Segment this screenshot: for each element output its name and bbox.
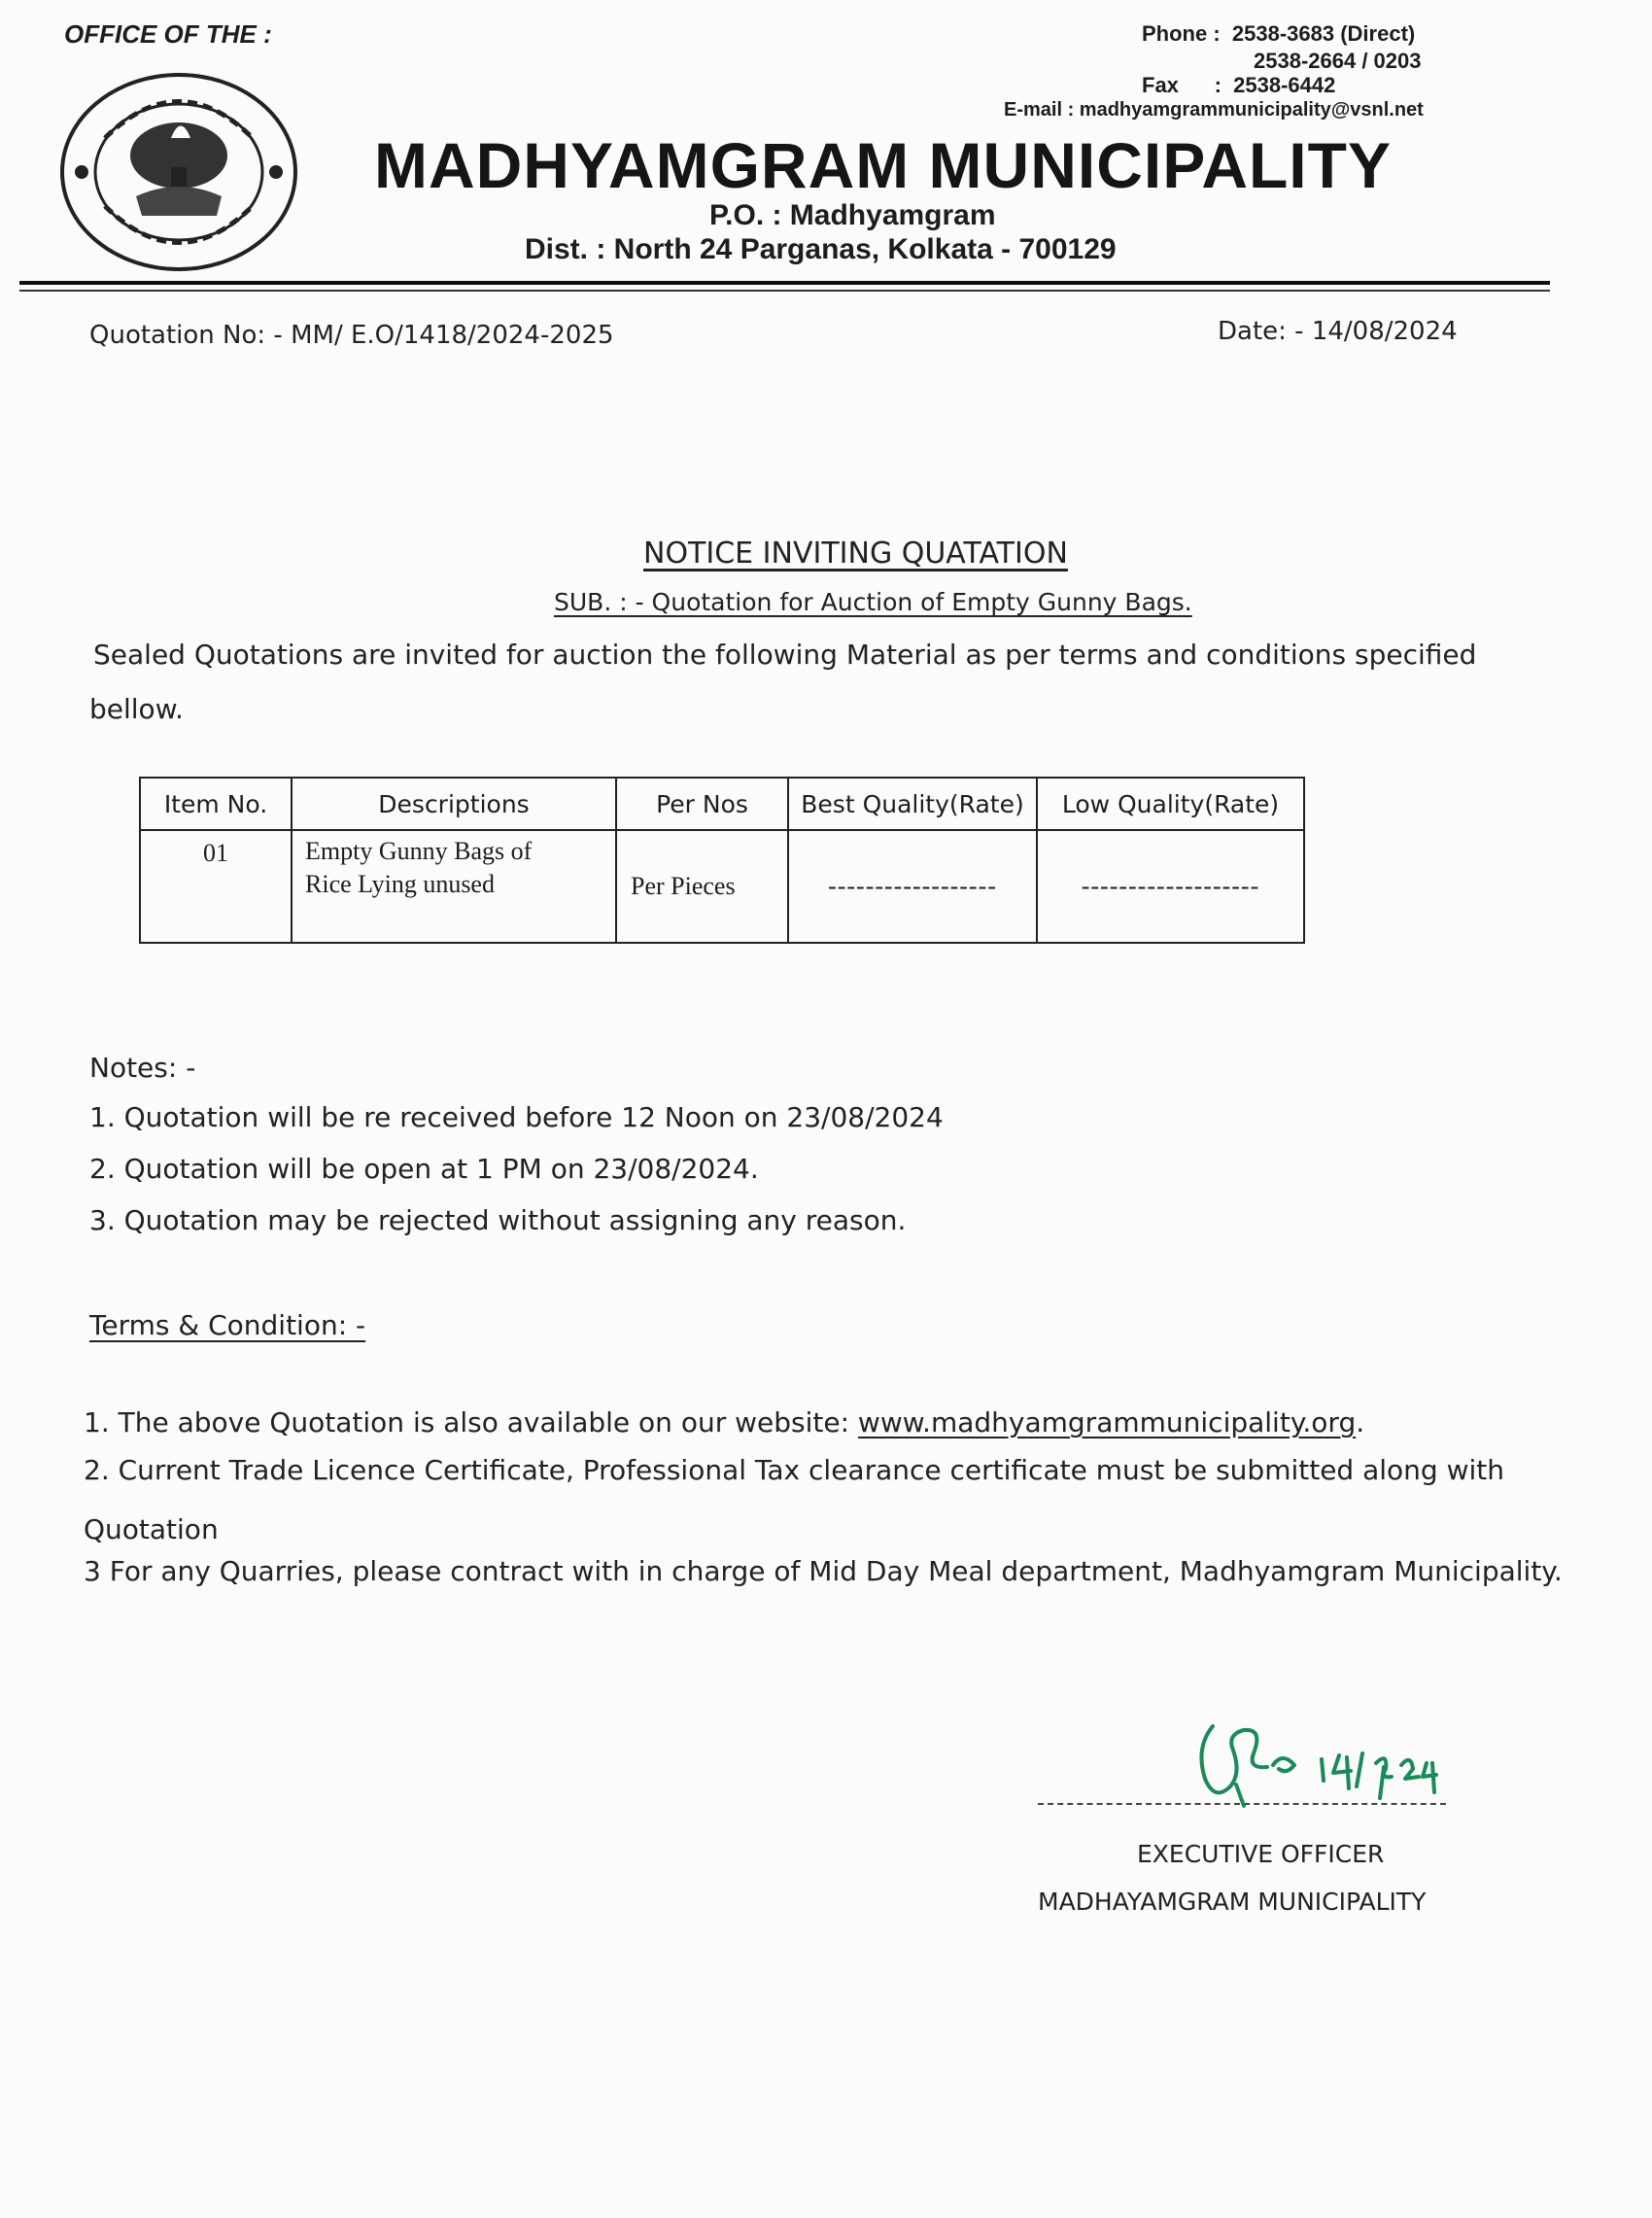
term-1-suffix: . — [1356, 1406, 1365, 1438]
description-line-2: Rice Lying unused — [305, 870, 495, 898]
handwritten-signature — [1186, 1709, 1477, 1816]
office-label: OFFICE OF THE : — [64, 19, 272, 49]
cell-low-rate: ------------------- — [1037, 830, 1304, 943]
term-item-3: 3 For any Quarries, please contract with in charge of Mid Day Meal department, Madhyamgram Municipality. — [84, 1555, 1563, 1587]
quotation-number: Quotation No: - MM/ E.O/1418/2024-2025 — [89, 321, 614, 350]
term-item-2-line-2: Quotation — [84, 1513, 219, 1545]
email-line: E-mail : madhyamgrammunicipality@vsnl.net — [1004, 99, 1424, 121]
term-item-1 — [84, 1406, 1364, 1438]
note-item: 1. Quotation will be re received before 12 Noon on 23/08/2024 — [89, 1101, 944, 1133]
col-header-low-quality: Low Quality(Rate) — [1037, 778, 1304, 830]
notice-date: Date: - 14/08/2024 — [1218, 317, 1458, 346]
table-header-row — [140, 778, 1304, 830]
signatory-title: EXECUTIVE OFFICER — [1137, 1840, 1385, 1868]
municipality-name: MADHYAMGRAM MUNICIPALITY — [374, 129, 1392, 201]
col-header-per-nos: Per Nos — [616, 778, 788, 830]
district-address: Dist. : North 24 Parganas, Kolkata - 700129 — [525, 233, 1117, 265]
col-header-item-no: Item No. — [140, 778, 292, 830]
notice-title: NOTICE INVITING QUATATION — [643, 537, 1068, 571]
col-header-descriptions: Descriptions — [292, 778, 616, 830]
municipality-seal-icon — [56, 70, 301, 274]
note-item: 2. Quotation will be open at 1 PM on 23/08/2024. — [89, 1153, 759, 1185]
terms-heading: Terms & Condition: - — [89, 1309, 366, 1341]
phone-line-2: 2538-2664 / 0203 — [1254, 49, 1422, 73]
term-1-text: 1. The above Quotation is also available on our website: — [84, 1406, 858, 1438]
cell-best-rate: ------------------ — [788, 830, 1037, 943]
intro-line-2: bellow. — [89, 693, 184, 725]
description-line-1: Empty Gunny Bags of — [305, 837, 533, 865]
header-rule-thin — [19, 290, 1550, 292]
website-link[interactable]: www.madhyamgrammunicipality.org — [857, 1406, 1357, 1438]
intro-line-1: Sealed Quotations are invited for auction the following Material as per terms and conditions specified — [93, 639, 1477, 671]
items-table — [139, 777, 1305, 944]
col-header-best-quality: Best Quality(Rate) — [788, 778, 1037, 830]
header-rule-thick — [19, 281, 1550, 285]
fax-line: Fax : 2538-6442 — [1142, 73, 1336, 97]
signatory-organization: MADHAYAMGRAM MUNICIPALITY — [1038, 1888, 1427, 1916]
notice-subject: SUB. : - Quotation for Auction of Empty Gunny Bags. — [554, 588, 1192, 616]
note-item: 3. Quotation may be rejected without assigning any reason. — [89, 1204, 907, 1236]
phone-line: Phone : 2538-3683 (Direct) — [1142, 21, 1416, 46]
cell-description — [292, 830, 616, 943]
table-row — [140, 830, 1304, 943]
post-office: P.O. : Madhyamgram — [709, 199, 996, 231]
cell-item-no: 01 — [140, 830, 292, 943]
notes-heading: Notes: - — [89, 1052, 196, 1084]
cell-per-nos: Per Pieces — [616, 830, 788, 943]
term-item-2-line-1: 2. Current Trade Licence Certificate, Professional Tax clearance certificate must be submitted along with — [84, 1454, 1505, 1486]
